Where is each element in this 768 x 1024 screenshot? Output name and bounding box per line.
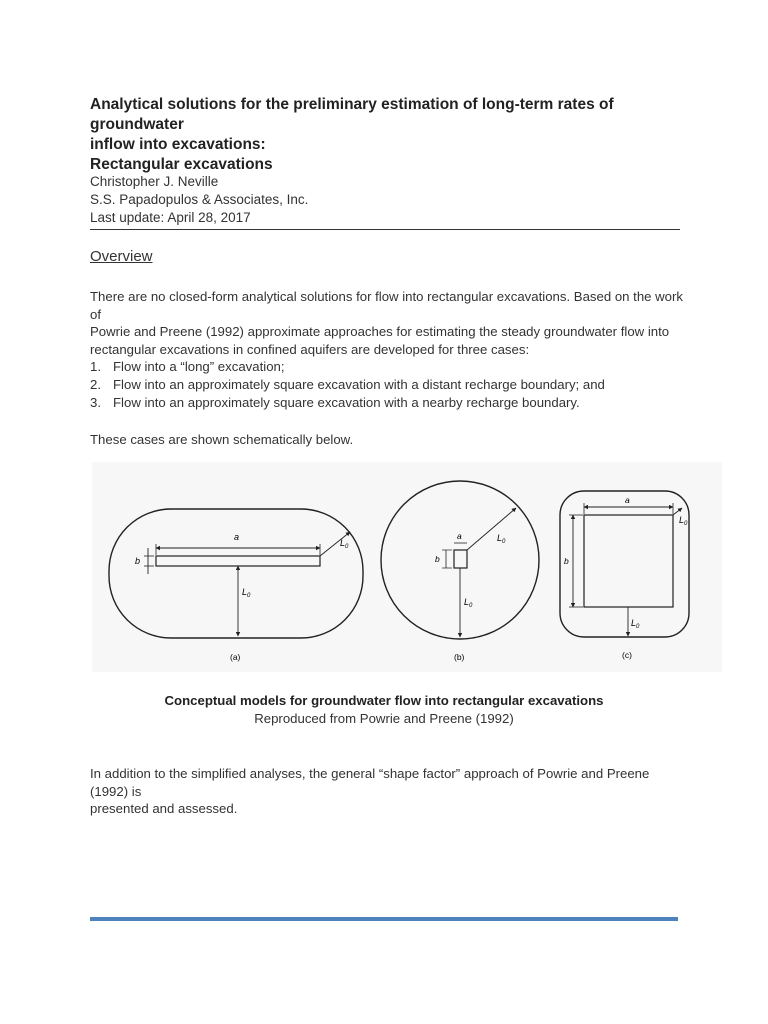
label-l0-radius: $L_0$ (679, 515, 688, 527)
footer-divider (90, 917, 678, 921)
list-item (90, 358, 605, 376)
section-heading-overview: Overview (90, 248, 153, 265)
title-line-1: Analytical solutions for the preliminary estimation of long-term rates of groundwater (90, 96, 614, 133)
last-update: Last update: April 28, 2017 (90, 210, 251, 225)
panel-b-label: (b) (454, 652, 465, 662)
panel-a-label: (a) (230, 652, 241, 662)
list-item-number: 2. (90, 377, 101, 392)
label-a: a (457, 531, 462, 541)
header-divider (90, 229, 680, 230)
label-l0-vertical: $L_0$ (631, 618, 640, 630)
closing-line-1: In addition to the simplified analyses, the general “shape factor” approach of Powrie and Preene (1992) is (90, 766, 650, 799)
figure-caption-title: Conceptual models for groundwater flow into rectangular excavations (164, 693, 604, 708)
title-line-2: inflow into excavations: (90, 136, 266, 153)
author-block (90, 173, 308, 227)
document-title (90, 95, 690, 175)
figure-caption-source: Reproduced from Powrie and Preene (1992) (254, 711, 514, 726)
intro-paragraph (90, 288, 690, 358)
list-item-text: Flow into a “long” excavation; (113, 359, 285, 374)
label-l0-vertical: $L_0$ (464, 597, 473, 609)
label-b: b (435, 554, 440, 564)
closing-line-2: presented and assessed. (90, 801, 238, 816)
closing-paragraph (90, 765, 690, 818)
list-item (90, 394, 605, 412)
list-item-number: 1. (90, 359, 101, 374)
label-a: a (625, 495, 630, 505)
panel-c-label: (c) (622, 650, 632, 660)
label-b: b (564, 556, 569, 566)
author-organization: S.S. Papadopulos & Associates, Inc. (90, 192, 309, 207)
conceptual-models-figure (92, 462, 722, 672)
label-b: b (135, 556, 141, 566)
intro-line-3: rectangular excavations in confined aquifers are developed for three cases: (90, 341, 530, 357)
list-item-number: 3. (90, 395, 101, 410)
cases-list (90, 358, 605, 412)
list-item-text: Flow into an approximately square excavation with a distant recharge boundary; and (113, 377, 605, 392)
list-item (90, 376, 605, 394)
author-name: Christopher J. Neville (90, 174, 219, 189)
label-l0-vertical: $L_0$ (242, 587, 251, 599)
title-line-3: Rectangular excavations (90, 156, 273, 173)
label-a: a (234, 532, 240, 542)
list-item-text: Flow into an approximately square excavation with a nearby recharge boundary. (113, 395, 580, 410)
label-l0-radius: $L_0$ (497, 533, 506, 545)
intro-line-1: There are no closed-form analytical solutions for flow into rectangular excavations. Based on the work of (90, 289, 684, 322)
label-l0-radius: $L_0$ (340, 538, 349, 550)
intro-line-2: Powrie and Preene (1992) approximate approaches for estimating the steady groundwater flow into (90, 324, 670, 339)
cases-note: These cases are shown schematically below. (90, 432, 354, 447)
figure-background (92, 462, 722, 672)
